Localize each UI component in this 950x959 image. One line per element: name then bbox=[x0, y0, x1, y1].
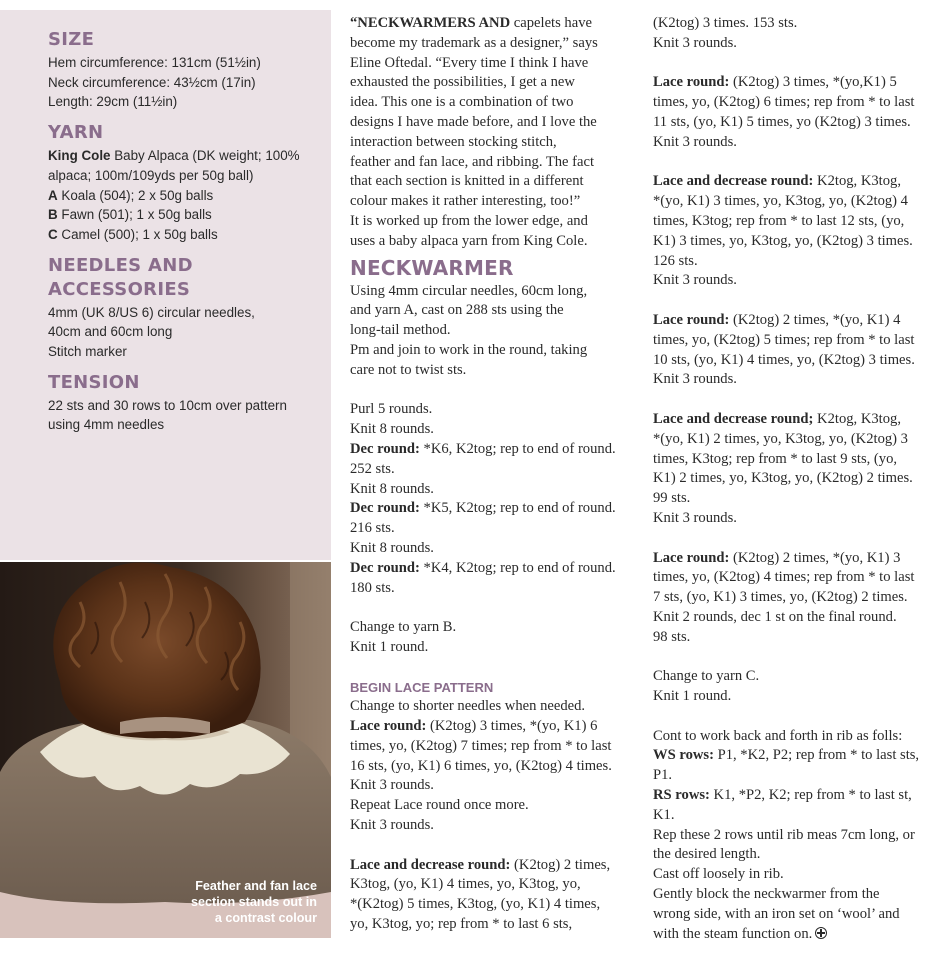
intro-line: Eline Oftedal. “Every time I think I have bbox=[350, 54, 589, 71]
finishing-line bbox=[653, 925, 940, 945]
repeat-line: Repeat Lace round once more. bbox=[350, 797, 529, 814]
round-label: Dec round: bbox=[350, 500, 420, 517]
dec-round-line bbox=[350, 559, 638, 579]
size-section bbox=[48, 28, 323, 112]
lace-decrease-line: times, K3tog; rep from * to last 12 sts, (yo, bbox=[653, 212, 905, 229]
round-label: Dec round: bbox=[350, 440, 420, 457]
spacer bbox=[653, 707, 940, 727]
stitch-count: 252 sts. bbox=[350, 460, 395, 477]
spacer bbox=[350, 598, 638, 618]
tension-section bbox=[48, 371, 323, 435]
colour-key: C bbox=[48, 226, 58, 242]
continued-line: (K2tog) 3 times. 153 sts. bbox=[653, 15, 798, 31]
lace-decrease-line bbox=[350, 856, 638, 876]
tension-line: 22 sts and 30 rows to 10cm over pattern bbox=[48, 397, 287, 413]
needles-section bbox=[48, 254, 323, 362]
change-yarn-line: Change to yarn B. bbox=[350, 619, 457, 636]
intro-line: designs I have made before, and I love the bbox=[350, 113, 597, 130]
size-heading: SIZE bbox=[48, 29, 95, 50]
lace-decrease-line: *(yo, K1) 3 times, yo, K3tog, yo, (K2tog) 4 bbox=[653, 193, 908, 210]
end-mark-icon bbox=[815, 927, 827, 939]
knit-line: Knit 3 rounds. bbox=[653, 371, 737, 388]
knit-line: Knit 8 rounds. bbox=[350, 421, 434, 438]
lace-decrease-line: K3tog, (yo, K1) 4 times, yo, K3tog, yo, bbox=[350, 876, 581, 893]
lace-round-line: 16 sts, (yo, K1) 6 times, yo, (K2tog) 4 times. bbox=[350, 757, 612, 774]
round-text: *K4, K2tog; rep to end of round. bbox=[419, 559, 616, 576]
colour-key: B bbox=[48, 207, 58, 223]
rs-rows-line: K1. bbox=[653, 806, 675, 823]
round-text: K2tog, K3tog, bbox=[813, 173, 901, 190]
lace-round-line: 11 sts, (yo, K1) 5 times, yo (K2tog) 3 times. bbox=[653, 113, 911, 130]
spacer bbox=[653, 648, 940, 668]
hem-circumference: Hem circumference: 131cm (51½in) bbox=[48, 55, 261, 70]
knit-line: Knit 3 rounds. bbox=[653, 133, 737, 150]
yarn-section bbox=[48, 121, 323, 245]
rs-rows-line bbox=[653, 786, 940, 806]
stitch-count: 126 sts. bbox=[653, 252, 698, 269]
knit-line: Knit 8 rounds. bbox=[350, 539, 434, 556]
pattern-heading: NECKWARMER bbox=[350, 255, 514, 280]
spacer bbox=[350, 381, 638, 401]
cast-on-line: care not to twist sts. bbox=[350, 361, 467, 378]
lace-round-line bbox=[653, 73, 940, 93]
lace-decrease-line: *(K2tog) 5 times, K3tog, (yo, K1) 4 times, bbox=[350, 896, 601, 913]
intro-line: exhausted the possibilities, I get a new bbox=[350, 74, 575, 91]
round-label: Lace and decrease round: bbox=[350, 856, 511, 873]
caption-line: Feather and fan lace bbox=[195, 879, 317, 893]
intro-line: become my trademark as a designer,” says bbox=[350, 34, 598, 51]
yarn-colour-b bbox=[48, 205, 323, 225]
dec-round-line bbox=[350, 499, 638, 519]
lace-decrease-line bbox=[653, 410, 940, 430]
yarn-weight-line: alpaca; 100m/109yds per 50g ball) bbox=[48, 167, 254, 183]
neck-circumference: Neck circumference: 43½cm (17in) bbox=[48, 74, 256, 90]
lace-decrease-line bbox=[653, 172, 940, 192]
yarn-brand: King Cole bbox=[48, 148, 111, 164]
round-label: Lace and decrease round: bbox=[653, 173, 814, 190]
knit-line: Knit 3 rounds. bbox=[653, 34, 737, 51]
spacer bbox=[653, 54, 940, 74]
finishing-line: Gently block the neckwarmer from the bbox=[653, 886, 880, 903]
stitch-count: 216 sts. bbox=[350, 520, 395, 537]
intro-line: feather and fan lace, and ribbing. The fact bbox=[350, 153, 595, 170]
intro-line bbox=[350, 14, 638, 34]
purl-line: Purl 5 rounds. bbox=[350, 401, 433, 418]
needles-line: 40cm and 60cm long bbox=[48, 324, 173, 340]
round-text: *K5, K2tog; rep to end of round. bbox=[419, 500, 616, 517]
finishing-line: Cast off loosely in rib. bbox=[653, 866, 784, 883]
ws-rows-line bbox=[653, 746, 940, 766]
lace-round-line: 7 sts, (yo, K1) 3 times, yo, (K2tog) 2 times. bbox=[653, 589, 908, 606]
finishing-line: wrong side, with an iron set on ‘wool’ and bbox=[653, 905, 900, 922]
text-column-2 bbox=[653, 14, 940, 944]
intro-line: colour makes it rather interesting, too!” bbox=[350, 193, 581, 210]
round-text: (K2tog) 2 times, *(yo, K1) 4 bbox=[729, 311, 901, 328]
needles-line: Stitch marker bbox=[48, 344, 127, 360]
cast-on-line: Using 4mm circular needles, 60cm long, bbox=[350, 282, 588, 299]
round-text: *K6, K2tog; rep to end of round. bbox=[419, 440, 616, 457]
intro-text: capelets have bbox=[510, 15, 592, 31]
lace-decrease-line: K1) 2 times, yo, K3tog, yo, (K2tog) 2 times. bbox=[653, 470, 913, 487]
round-label: Lace and decrease round; bbox=[653, 410, 814, 427]
cast-on-line: long-tail method. bbox=[350, 322, 451, 339]
knit-line: Knit 3 rounds. bbox=[350, 817, 434, 834]
lace-round-line bbox=[653, 311, 940, 331]
spacer bbox=[653, 291, 940, 311]
stitch-count: 98 sts. bbox=[653, 628, 691, 645]
spacer bbox=[350, 658, 638, 678]
spacer bbox=[653, 153, 940, 173]
round-label: Dec round: bbox=[350, 559, 420, 576]
knit-line: Knit 2 rounds, dec 1 st on the final round. bbox=[653, 608, 897, 625]
round-text: (K2tog) 3 times, *(yo,K1) 5 bbox=[729, 74, 897, 91]
lace-decrease-line: *(yo, K1) 2 times, yo, K3tog, yo, (K2tog) 3 bbox=[653, 430, 908, 447]
yarn-colour-a bbox=[48, 186, 323, 206]
finishing-line: Rep these 2 rows until rib meas 7cm long, or bbox=[653, 826, 915, 843]
lace-round-line: 10 sts, (yo, K1) 4 times, yo, (K2tog) 3 times. bbox=[653, 351, 915, 368]
dec-round-line bbox=[350, 440, 638, 460]
lace-decrease-line: yo, K3tog, yo; rep from * to last 6 sts, bbox=[350, 916, 573, 933]
spacer bbox=[653, 390, 940, 410]
yarn-line bbox=[48, 146, 323, 166]
knit-line: Knit 3 rounds. bbox=[653, 509, 737, 526]
lace-round-line bbox=[653, 549, 940, 569]
cast-on-line: and yarn A, cast on 288 sts using the bbox=[350, 302, 564, 319]
yarn-colour-c bbox=[48, 225, 323, 245]
round-text: P1, *K2, P2; rep from * to last sts, bbox=[713, 747, 920, 764]
knit-line: Knit 1 round. bbox=[653, 688, 732, 705]
lace-round-line: times, yo, (K2tog) 4 times; rep from * to last bbox=[653, 569, 915, 586]
tension-line: using 4mm needles bbox=[48, 417, 165, 433]
model-photo bbox=[0, 562, 331, 938]
caption-line: a contrast colour bbox=[214, 911, 317, 925]
round-label: WS rows: bbox=[653, 747, 714, 764]
info-sidebar bbox=[0, 10, 331, 560]
round-text: (K2tog) 2 times, bbox=[510, 856, 611, 873]
round-label: Lace round: bbox=[653, 74, 730, 91]
intro-lead: “NECKWARMERS AND bbox=[350, 15, 511, 31]
lace-decrease-line: K1) 3 times, yo, K3tog, yo, (K2tog) 3 times. bbox=[653, 232, 913, 249]
colour-text: Koala (504); 2 x 50g balls bbox=[57, 187, 214, 203]
colour-key: A bbox=[48, 187, 58, 203]
lace-round-line bbox=[350, 717, 638, 737]
caption-line: section stands out in bbox=[191, 895, 317, 909]
colour-text: Fawn (501); 1 x 50g balls bbox=[57, 207, 212, 223]
knit-line: Knit 1 round. bbox=[350, 638, 429, 655]
intro-line: that each section is knitted in a different bbox=[350, 173, 584, 190]
spacer bbox=[653, 529, 940, 549]
intro-line: interaction between stocking stitch, bbox=[350, 133, 557, 150]
knit-line: Knit 3 rounds. bbox=[350, 777, 434, 794]
stitch-count: 99 sts. bbox=[653, 490, 691, 507]
round-label: Lace round: bbox=[653, 549, 730, 566]
round-label: Lace round: bbox=[653, 311, 730, 328]
lace-pattern-heading: BEGIN LACE PATTERN bbox=[350, 679, 494, 695]
stitch-count: 180 sts. bbox=[350, 579, 395, 596]
needles-line: 4mm (UK 8/US 6) circular needles, bbox=[48, 304, 255, 320]
round-text: K1, *P2, K2; rep from * to last st, bbox=[709, 787, 912, 804]
intro-line: It is worked up from the lower edge, and bbox=[350, 212, 588, 229]
needles-heading: NEEDLES AND ACCESSORIES bbox=[48, 254, 193, 300]
finishing-text: with the steam function on. bbox=[653, 925, 813, 942]
photo-caption bbox=[157, 878, 317, 926]
lace-round-line: times, yo, (K2tog) 6 times; rep from * to last bbox=[653, 94, 915, 111]
rib-intro-line: Cont to work back and forth in rib as folls: bbox=[653, 727, 903, 744]
colour-text: Camel (500); 1 x 50g balls bbox=[57, 226, 218, 242]
info-sidebar-content bbox=[48, 28, 323, 444]
ws-rows-line: P1. bbox=[653, 767, 673, 784]
spacer bbox=[350, 836, 638, 856]
tension-heading: TENSION bbox=[48, 371, 140, 393]
knit-line: Knit 8 rounds. bbox=[350, 480, 434, 497]
knit-line: Knit 3 rounds. bbox=[653, 272, 737, 289]
intro-line: uses a baby alpaca yarn from King Cole. bbox=[350, 232, 588, 249]
yarn-description: Baby Alpaca (DK weight; 100% bbox=[110, 148, 300, 164]
lace-round-line: times, yo, (K2tog) 5 times; rep from * to last bbox=[653, 331, 915, 348]
round-label: RS rows: bbox=[653, 787, 710, 804]
cast-on-line: Pm and join to work in the round, taking bbox=[350, 341, 588, 358]
yarn-heading: YARN bbox=[48, 122, 104, 144]
round-label: Lace round: bbox=[350, 718, 427, 735]
length: Length: 29cm (11½in) bbox=[48, 94, 178, 110]
text-column-1 bbox=[350, 14, 638, 935]
round-text: (K2tog) 3 times, *(yo, K1) 6 bbox=[426, 718, 598, 735]
round-text: K2tog, K3tog, bbox=[813, 410, 901, 427]
lace-decrease-line: times, K3tog; rep from * to last 9 sts, (yo, bbox=[653, 450, 898, 467]
lace-round-line: times, yo, (K2tog) 7 times; rep from * to last bbox=[350, 737, 612, 754]
change-yarn-line: Change to yarn C. bbox=[653, 668, 760, 685]
intro-line: idea. This one is a combination of two bbox=[350, 94, 574, 111]
round-text: (K2tog) 2 times, *(yo, K1) 3 bbox=[729, 549, 901, 566]
finishing-line: the desired length. bbox=[653, 846, 761, 863]
needle-change-line: Change to shorter needles when needed. bbox=[350, 698, 586, 715]
